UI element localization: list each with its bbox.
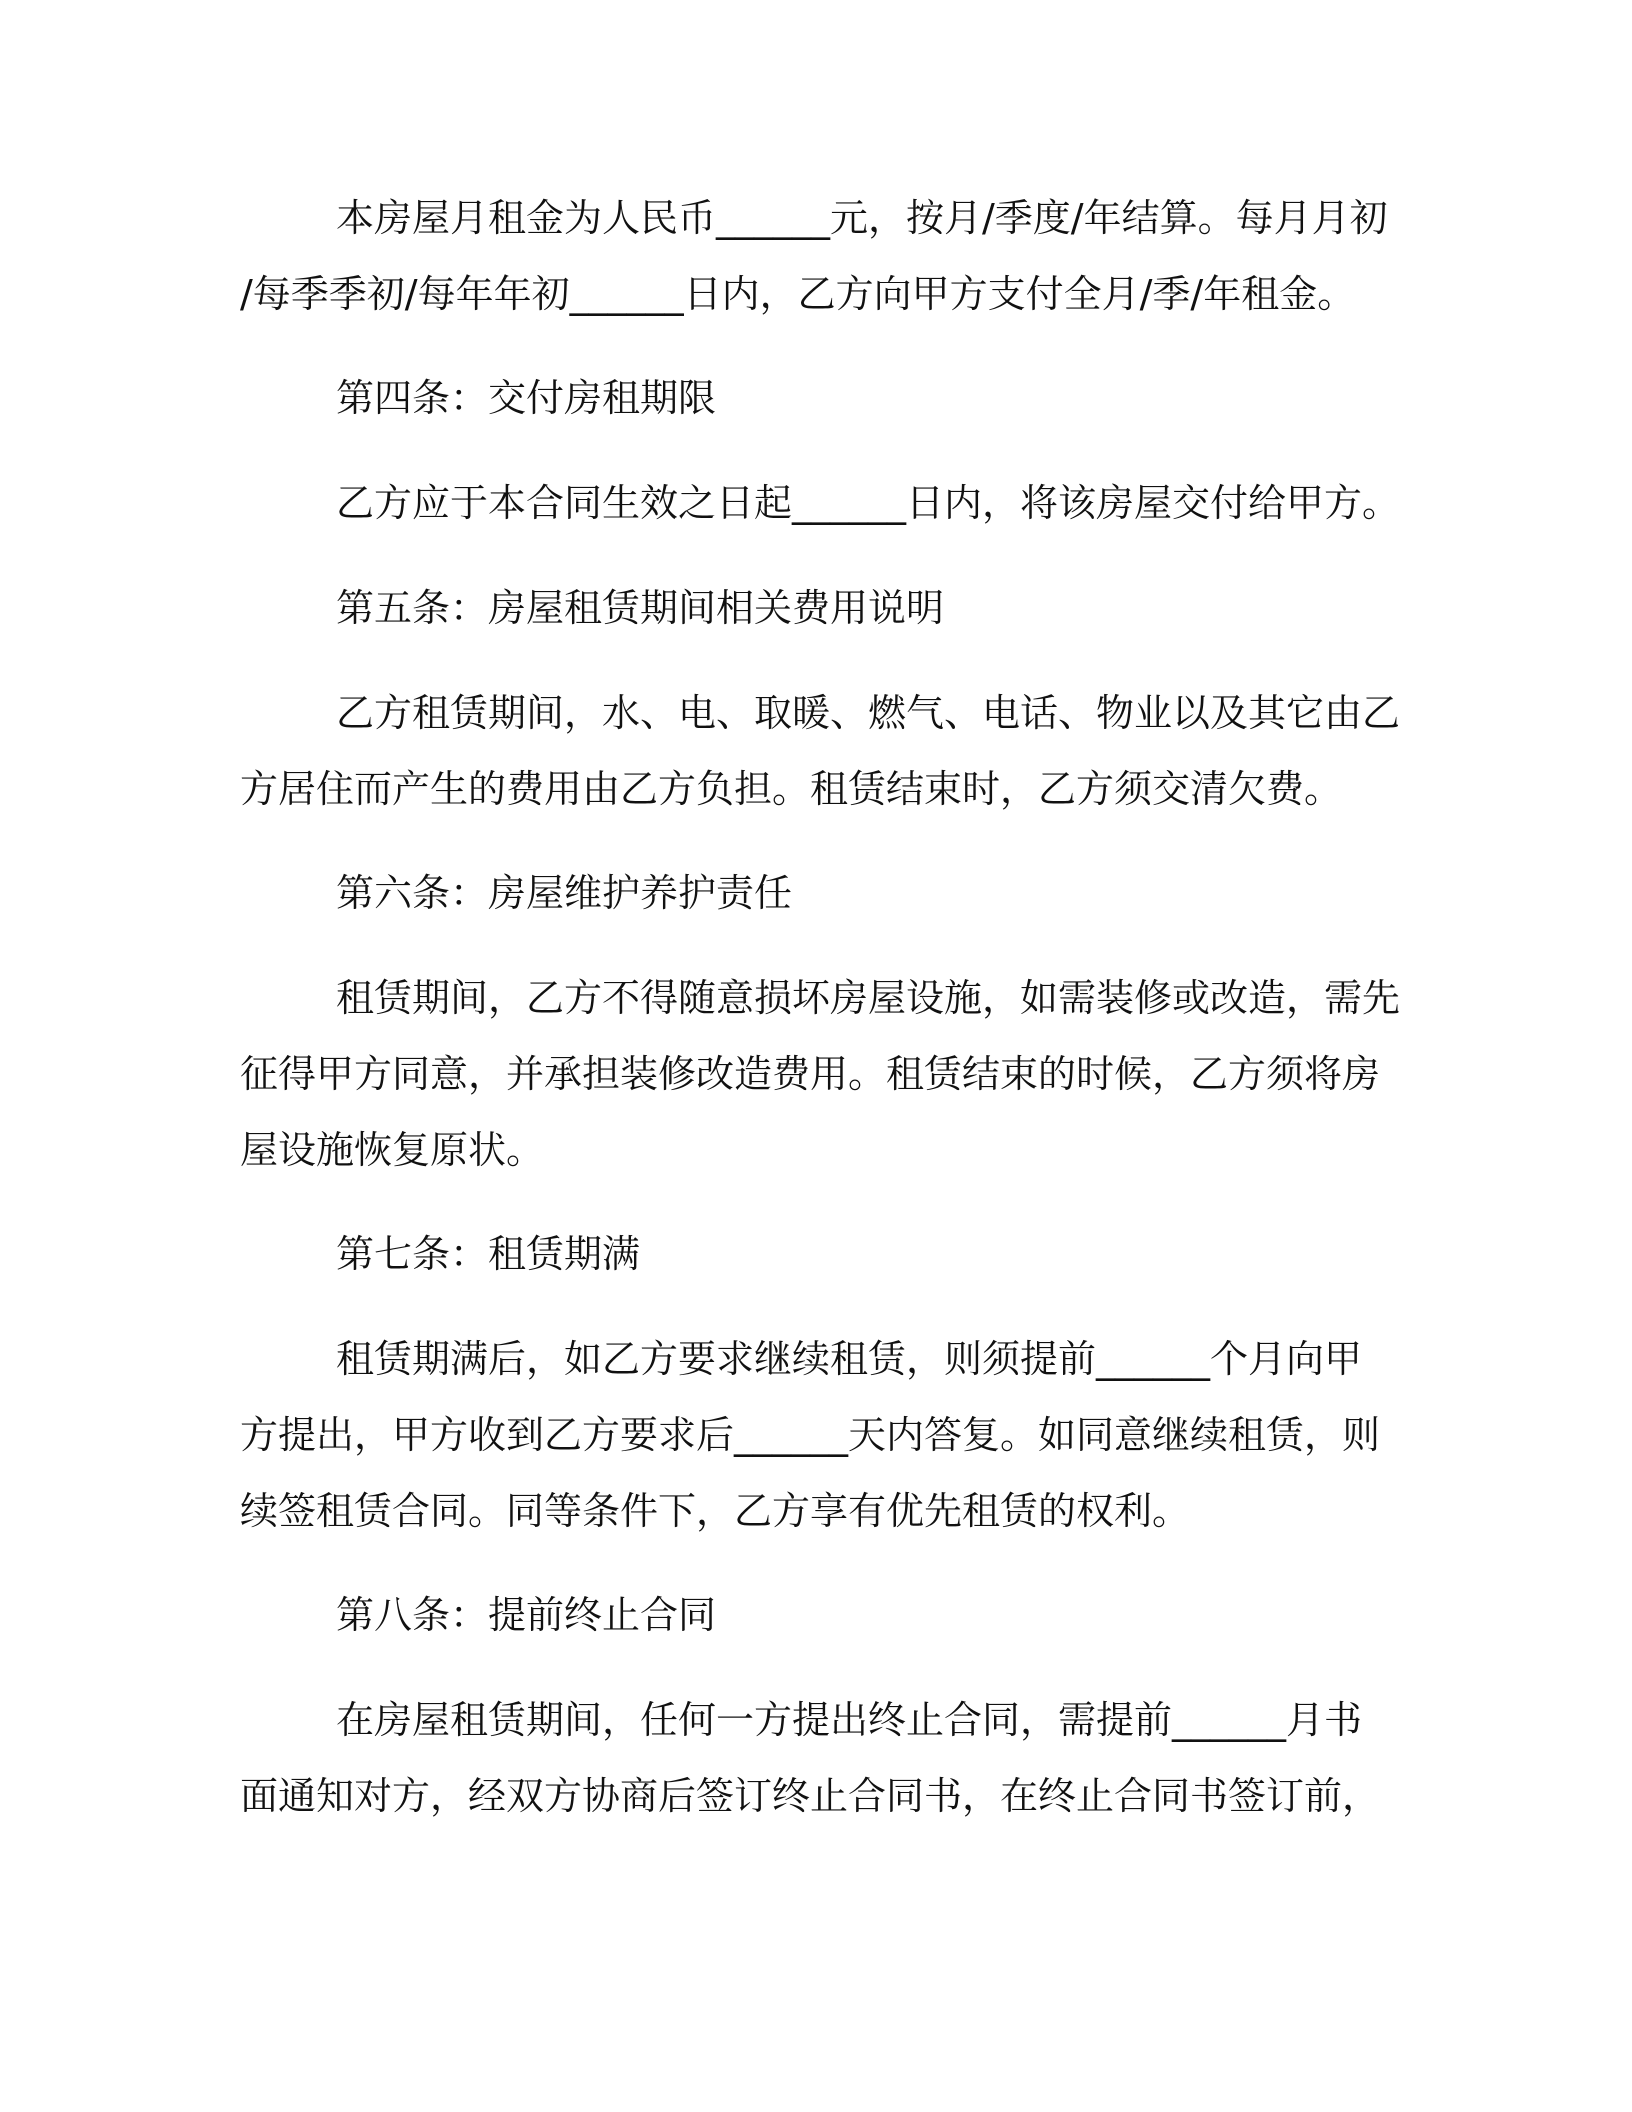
article-5-text-line-1: 乙方租赁期间，水、电、取暖、燃气、电话、物业以及其它由乙 bbox=[336, 691, 1401, 735]
article-6-text-line-2: 征得甲方同意，并承担装修改造费用。租赁结束的时候，乙方须将房 bbox=[240, 1052, 1381, 1096]
article-4-heading: 第四条：交付房租期限 bbox=[336, 376, 717, 420]
article-6-text-line-3: 屋设施恢复原状。 bbox=[240, 1128, 545, 1172]
article-8-heading: 第八条：提前终止合同 bbox=[336, 1593, 717, 1637]
article-7-text-line-2: 方提出，甲方收到乙方要求后______天内答复。如同意继续租赁，则 bbox=[240, 1413, 1381, 1457]
article-8-text-line-2: 面通知对方，经双方协商后签订终止合同书，在终止合同书签订前， bbox=[240, 1774, 1381, 1818]
article-5-heading: 第五条：房屋租赁期间相关费用说明 bbox=[336, 586, 945, 630]
article-7-text-line-1: 租赁期满后，如乙方要求继续租赁，则须提前______个月向甲 bbox=[336, 1337, 1363, 1381]
article-6-text-line-1: 租赁期间，乙方不得随意损坏房屋设施，如需装修或改造，需先 bbox=[336, 976, 1401, 1020]
article-8-text-line-1: 在房屋租赁期间，任何一方提出终止合同，需提前______月书 bbox=[336, 1698, 1363, 1742]
article-7-heading: 第七条：租赁期满 bbox=[336, 1232, 641, 1276]
rent-amount-line-2: /每季季初/每年年初______日内，乙方向甲方支付全月/季/年租金。 bbox=[240, 272, 1356, 316]
article-7-text-line-3: 续签租赁合同。同等条件下，乙方享有优先租赁的权利。 bbox=[240, 1489, 1191, 1533]
article-6-heading: 第六条：房屋维护养护责任 bbox=[336, 871, 793, 915]
article-5-text-line-2: 方居住而产生的费用由乙方负担。租赁结束时，乙方须交清欠费。 bbox=[240, 767, 1343, 811]
rent-amount-line-1: 本房屋月租金为人民币______元，按月/季度/年结算。每月月初 bbox=[336, 196, 1388, 240]
article-4-text: 乙方应于本合同生效之日起______日内，将该房屋交付给甲方。 bbox=[336, 481, 1401, 525]
